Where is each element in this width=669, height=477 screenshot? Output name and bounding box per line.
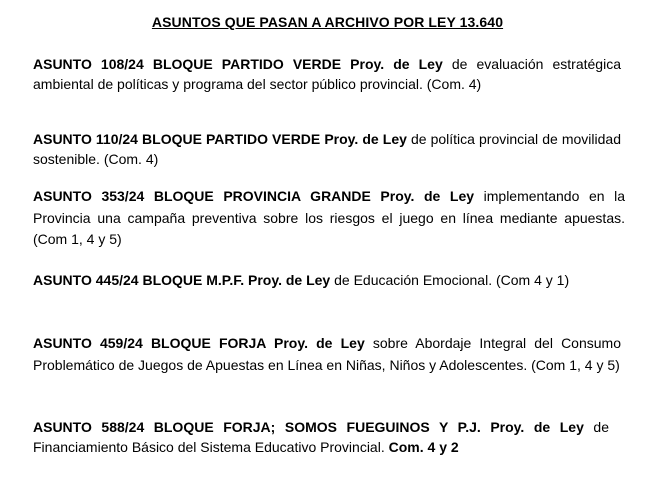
asunto-header: ASUNTO 459/24 BLOQUE FORJA Proy. de Ley — [33, 335, 365, 351]
asunto-588 — [33, 418, 609, 457]
asunto-445 — [33, 271, 621, 291]
asunto-header: ASUNTO 588/24 BLOQUE FORJA; SOMOS FUEGUINOS Y P.J. Proy. de Ley — [33, 419, 584, 435]
asunto-description: de política provincial de movilidad sostenible. (Com. 4) — [33, 131, 621, 167]
asunto-459 — [33, 332, 621, 376]
asunto-108 — [33, 55, 621, 94]
asunto-header: ASUNTO 108/24 BLOQUE PARTIDO VERDE Proy. de Ley — [33, 56, 443, 72]
asunto-header: ASUNTO 445/24 BLOQUE M.P.F. Proy. de Ley — [33, 272, 331, 288]
asunto-353 — [33, 186, 625, 251]
asunto-header: ASUNTO 110/24 BLOQUE PARTIDO VERDE Proy. de Ley — [33, 131, 407, 147]
asunto-110 — [33, 130, 621, 169]
asunto-description: de Educación Emocional. (Com 4 y 1) — [330, 272, 570, 288]
asunto-description: sobre Abordaje Integral del Consumo Problemático de Juegos de Apuestas en Línea en Niñas, Niños y Adolescentes. (Com 1, 4 y 5) — [33, 335, 621, 373]
asunto-description: de Financiamiento Básico del Sistema Educativo Provincial. — [33, 419, 609, 455]
asunto-description: de evaluación estratégica ambiental de políticas y programa del sector público provincial. (Com. 4) — [33, 56, 621, 92]
asunto-committee: Com. 4 y 2 — [388, 438, 459, 455]
page-title: ASUNTOS QUE PASAN A ARCHIVO POR LEY 13.640 — [151, 14, 504, 30]
asunto-header: ASUNTO 353/24 BLOQUE PROVINCIA GRANDE Proy. de Ley — [33, 188, 475, 204]
asunto-description: implementando en la Provincia una campaña preventiva sobre los riesgos el juego en línea mediante apuestas. (Com 1, 4 y 5) — [33, 188, 625, 247]
